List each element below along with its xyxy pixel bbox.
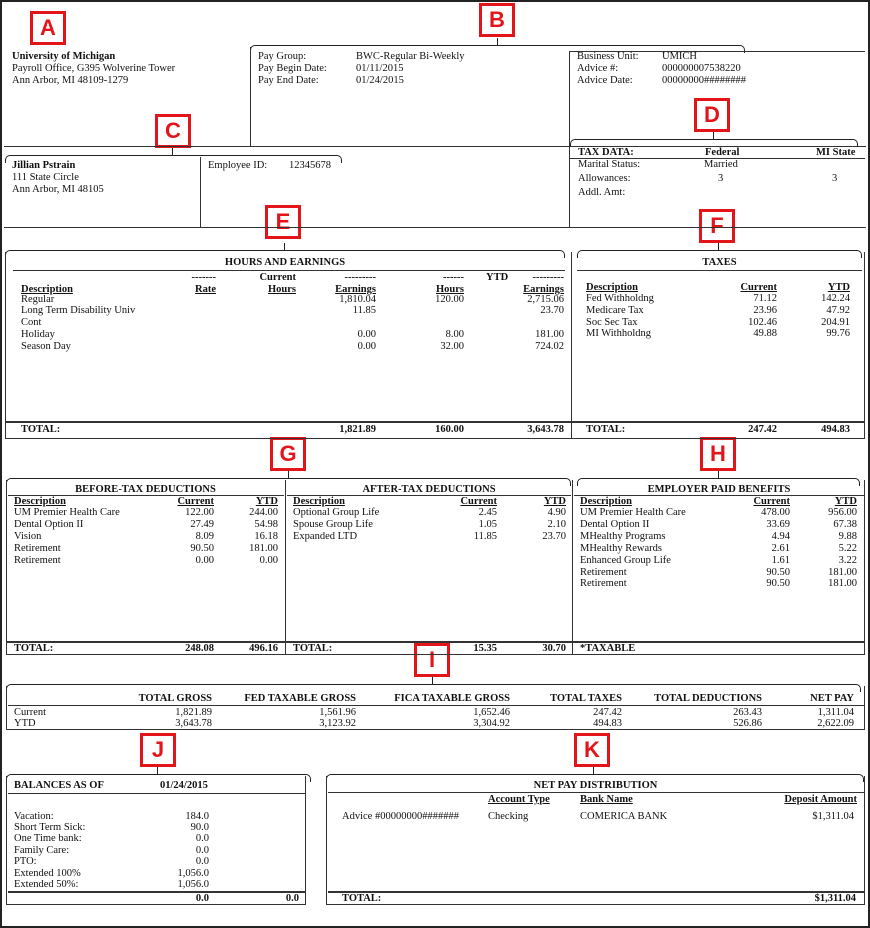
earnings-ytd: 181.00 <box>535 329 564 340</box>
deposit-bank-name: COMERICA BANK <box>580 811 668 822</box>
deduction-description: Vision <box>14 531 42 542</box>
summary-fed-taxable-gross: 1,561.96 <box>319 707 356 718</box>
benefit-description: Retirement <box>580 567 627 578</box>
summary-row-label: Current <box>14 707 47 718</box>
divider <box>569 146 570 227</box>
deposit-advice-number: Advice #00000000####### <box>342 811 459 822</box>
brace-g-tip <box>288 471 289 478</box>
column-header-ytd: YTD <box>834 496 857 507</box>
taxes-panel <box>571 252 865 439</box>
brace-d-tip <box>713 132 714 139</box>
employer-address-2: Ann Arbor, MI 48109-1279 <box>12 75 129 86</box>
divider <box>569 52 570 146</box>
summary-total-taxes: 247.42 <box>593 707 622 718</box>
taxes-total-current: 247.42 <box>748 424 777 435</box>
deposit-amount: $1,311.04 <box>812 811 854 822</box>
earnings-ytd: 23.70 <box>540 305 564 316</box>
before-tax-title: BEFORE-TAX DEDUCTIONS <box>75 484 216 495</box>
employee-address-1: 111 State Circle <box>12 172 79 183</box>
benefit-description: Enhanced Group Life <box>580 555 671 566</box>
column-header-description: Description <box>580 496 632 507</box>
pay-begin-label: Pay Begin Date: <box>258 63 327 74</box>
before-tax-total-ytd: 496.16 <box>249 643 278 654</box>
summary-header-fica-taxable-gross: FICA TAXABLE GROSS <box>394 693 510 704</box>
earnings-ytd: 2,715.06 <box>527 294 564 305</box>
employee-id-label: Employee ID: <box>208 160 268 171</box>
divider <box>285 480 286 655</box>
earnings-ytd: 724.02 <box>535 341 564 352</box>
brace-k-tip <box>593 767 594 774</box>
deduction-description: Retirement <box>14 555 61 566</box>
earnings-ytd-hours: 120.00 <box>435 294 464 305</box>
hours-earnings-title: HOURS AND EARNINGS <box>224 257 346 268</box>
earnings-total-ytd: 3,643.78 <box>527 424 564 435</box>
tax-data-title: TAX DATA: <box>578 147 634 158</box>
advice-date-value: 00000000######## <box>662 75 746 86</box>
column-header-rate: Rate <box>195 284 216 295</box>
balance-value: 184.0 <box>185 811 209 822</box>
column-header-earnings: Earnings <box>335 284 376 295</box>
summary-total-deductions: 263.43 <box>733 707 762 718</box>
tax-data-state-header: MI State <box>816 147 856 158</box>
balance-value: 90.0 <box>190 822 209 833</box>
summary-total-gross: 3,643.78 <box>175 718 212 729</box>
marker-b: B <box>479 3 515 37</box>
column-header-ytd-hours: Hours <box>435 284 464 295</box>
employee-name: Jillian Pstrain <box>12 160 76 171</box>
benefit-ytd: 5.22 <box>838 543 857 554</box>
deduction-ytd: 0.00 <box>259 555 278 566</box>
column-header-current: Current <box>753 496 790 507</box>
tax-description: Fed Withholdng <box>586 293 654 304</box>
after-tax-total-ytd: 30.70 <box>542 643 566 654</box>
tax-ytd: 142.24 <box>821 293 850 304</box>
divider <box>577 270 862 271</box>
column-header-ytd: YTD <box>543 496 566 507</box>
balances-total-2: 0.0 <box>285 893 299 904</box>
summary-total-gross: 1,821.89 <box>175 707 212 718</box>
benefit-ytd: 3.22 <box>838 555 857 566</box>
brace-c-tip <box>172 148 173 155</box>
column-header-hours: Hours <box>267 284 296 295</box>
summary-header-total-gross: TOTAL GROSS <box>138 693 212 704</box>
summary-header-net-pay: NET PAY <box>810 693 854 704</box>
marital-status-federal: Married <box>704 159 738 170</box>
brace-j-tip <box>157 767 158 774</box>
divider <box>8 793 305 794</box>
deduction-current: 11.85 <box>473 531 497 542</box>
marker-a: A <box>30 11 66 45</box>
benefit-current: 90.50 <box>766 567 790 578</box>
deduction-current: 0.00 <box>195 555 214 566</box>
tax-description: MI Withholdng <box>586 328 652 339</box>
earnings-header-dashes: --------- <box>344 272 376 283</box>
earnings-total-current: 1,821.89 <box>339 424 376 435</box>
summary-header-fed-taxable-gross: FED TAXABLE GROSS <box>244 693 356 704</box>
advice-number-value: 000000007538220 <box>662 63 741 74</box>
deductions-panel <box>6 480 865 655</box>
net-pay-total-label: TOTAL: <box>342 893 382 904</box>
balance-value: 1,056.0 <box>177 868 209 879</box>
deduction-current: 90.50 <box>190 543 214 554</box>
pay-group-label: Pay Group: <box>258 51 307 62</box>
brace-f-tip <box>718 243 719 250</box>
benefit-description: Dental Option II <box>580 519 650 530</box>
benefit-description: UM Premier Health Care <box>580 507 686 518</box>
balances-date: 01/24/2015 <box>160 780 208 791</box>
divider <box>8 705 864 706</box>
column-header-ytd-earnings: Earnings <box>523 284 564 295</box>
divider <box>4 227 866 228</box>
deduction-current: 2.45 <box>478 507 497 518</box>
marker-f: F <box>699 209 735 243</box>
deduction-description: Retirement <box>14 543 61 554</box>
allowances-state: 3 <box>832 173 838 184</box>
deduction-current: 27.49 <box>190 519 214 530</box>
after-tax-total-current: 15.35 <box>473 643 497 654</box>
divider <box>572 480 573 655</box>
tax-current: 102.46 <box>748 317 777 328</box>
marker-c: C <box>155 114 191 148</box>
balance-value: 0.0 <box>195 845 209 856</box>
deduction-ytd: 16.18 <box>254 531 278 542</box>
summary-net-pay: 2,622.09 <box>817 718 854 729</box>
earnings-description: Cont <box>21 317 42 328</box>
benefit-ytd: 956.00 <box>828 507 857 518</box>
balances-title: BALANCES AS OF <box>14 780 104 791</box>
before-tax-total-label: TOTAL: <box>14 643 54 654</box>
marker-d: D <box>694 98 730 132</box>
divider <box>328 792 864 793</box>
summary-header-total-taxes: TOTAL TAXES <box>550 693 622 704</box>
allowances-label: Allowances: <box>578 173 631 184</box>
deduction-ytd: 54.98 <box>254 519 278 530</box>
benefit-ytd: 181.00 <box>828 567 857 578</box>
benefit-description: MHealthy Programs <box>580 531 666 542</box>
divider <box>250 47 251 146</box>
benefit-ytd: 67.38 <box>833 519 857 530</box>
tax-ytd: 204.91 <box>821 317 850 328</box>
marker-k: K <box>574 733 610 767</box>
divider <box>13 270 565 271</box>
balance-label: Family Care: <box>14 845 70 856</box>
brace-e-tip <box>284 243 285 250</box>
tax-description: Soc Sec Tax <box>586 317 638 328</box>
balance-label: PTO: <box>14 856 37 867</box>
benefit-current: 4.94 <box>771 531 790 542</box>
balance-label: Extended 50%: <box>14 879 79 890</box>
column-header-deposit-amount: Deposit Amount <box>784 794 857 805</box>
benefit-current: 478.00 <box>761 507 790 518</box>
column-header-description: Description <box>293 496 345 507</box>
column-header-ytd: YTD <box>827 282 850 293</box>
benefit-ytd: 181.00 <box>828 578 857 589</box>
marker-e: E <box>265 205 301 239</box>
brace-h-tip <box>718 471 719 478</box>
business-unit-label: Business Unit: <box>577 51 639 62</box>
summary-total-deductions: 526.86 <box>733 718 762 729</box>
employer-address-1: Payroll Office, G395 Wolverine Tower <box>12 63 176 74</box>
earnings-ytd-hours: 32.00 <box>440 341 464 352</box>
summary-fica-taxable-gross: 1,652.46 <box>473 707 510 718</box>
earnings-description: Regular <box>21 294 55 305</box>
deduction-ytd: 181.00 <box>249 543 278 554</box>
benefit-current: 90.50 <box>766 578 790 589</box>
deduction-description: UM Premier Health Care <box>14 507 120 518</box>
tax-ytd: 99.76 <box>826 328 850 339</box>
brace-b-tip <box>497 38 498 45</box>
business-unit-value: UMICH <box>662 51 698 62</box>
earnings-total-ytd-hours: 160.00 <box>435 424 464 435</box>
benefit-current: 1.61 <box>771 555 790 566</box>
employer-benefits-title: EMPLOYER PAID BENEFITS <box>647 484 791 495</box>
summary-fica-taxable-gross: 3,304.92 <box>473 718 510 729</box>
marker-j: J <box>140 733 176 767</box>
benefit-current: 33.69 <box>766 519 790 530</box>
rate-header-dashes: ------- <box>191 272 216 283</box>
column-header-bank-name: Bank Name <box>580 794 633 805</box>
deduction-ytd: 4.90 <box>547 507 566 518</box>
marker-i: I <box>414 643 450 677</box>
current-header: Current <box>259 272 296 283</box>
taxes-title: TAXES <box>702 257 737 268</box>
pay-end-label: Pay End Date: <box>258 75 319 86</box>
summary-fed-taxable-gross: 3,123.92 <box>319 718 356 729</box>
deduction-ytd: 23.70 <box>542 531 566 542</box>
ytd-hours-header-dashes: ------ <box>443 272 464 283</box>
deduction-description: Optional Group Life <box>293 507 380 518</box>
additional-amount-label: Addl. Amt: <box>578 187 626 198</box>
earnings-ytd-hours: 8.00 <box>445 329 464 340</box>
column-header-account-type: Account Type <box>488 794 550 805</box>
benefit-current: 2.61 <box>771 543 790 554</box>
summary-total-taxes: 494.83 <box>593 718 622 729</box>
ytd-earnings-header-dashes: --------- <box>532 272 564 283</box>
earnings-current: 0.00 <box>357 329 376 340</box>
pay-group-value: BWC-Regular Bi-Weekly <box>356 51 465 62</box>
allowances-federal: 3 <box>718 173 724 184</box>
pay-end-value: 01/24/2015 <box>356 75 404 86</box>
deduction-ytd: 244.00 <box>249 507 278 518</box>
net-pay-distribution-title: NET PAY DISTRIBUTION <box>533 780 658 791</box>
tax-description: Medicare Tax <box>586 305 644 316</box>
summary-net-pay: 1,311.04 <box>817 707 854 718</box>
earnings-current: 1,810.04 <box>339 294 376 305</box>
summary-row-label: YTD <box>14 718 36 729</box>
earnings-description: Holiday <box>21 329 55 340</box>
column-header-current: Current <box>460 496 497 507</box>
column-header-current: Current <box>740 282 777 293</box>
deduction-ytd: 2.10 <box>547 519 566 530</box>
deduction-current: 8.09 <box>195 531 214 542</box>
taxable-footnote: *TAXABLE <box>580 643 636 654</box>
column-header-description: Description <box>21 284 73 295</box>
advice-date-label: Advice Date: <box>577 75 633 86</box>
deduction-current: 1.05 <box>478 519 497 530</box>
pay-begin-value: 01/11/2015 <box>356 63 404 74</box>
balance-value: 0.0 <box>195 833 209 844</box>
tax-data-federal-header: Federal <box>705 147 740 158</box>
balance-label: One Time bank: <box>14 833 82 844</box>
employee-address-2: Ann Arbor, MI 48105 <box>12 184 104 195</box>
deposit-account-type: Checking <box>488 811 529 822</box>
benefit-description: Retirement <box>580 578 627 589</box>
column-header-current: Current <box>177 496 214 507</box>
deduction-description: Spouse Group Life <box>293 519 373 530</box>
net-pay-total-amount: $1,311.04 <box>814 893 856 904</box>
earnings-description: Long Term Disability Univ <box>21 305 136 316</box>
earnings-current: 11.85 <box>352 305 376 316</box>
column-header-description: Description <box>586 282 638 293</box>
marker-g: G <box>270 437 306 471</box>
brace-d <box>570 139 858 147</box>
marker-h: H <box>700 437 736 471</box>
earnings-current: 0.00 <box>357 341 376 352</box>
earnings-total-label: TOTAL: <box>21 424 61 435</box>
deduction-current: 122.00 <box>185 507 214 518</box>
balance-value: 1,056.0 <box>177 879 209 890</box>
balance-label: Vacation: <box>14 811 54 822</box>
tax-current: 49.88 <box>753 328 777 339</box>
employer-name: University of Michigan <box>12 51 116 62</box>
after-tax-title: AFTER-TAX DEDUCTIONS <box>362 484 496 495</box>
divider <box>6 641 865 643</box>
summary-header-total-deductions: TOTAL DEDUCTIONS <box>654 693 762 704</box>
tax-current: 23.96 <box>753 305 777 316</box>
marital-status-label: Marital Status: <box>578 159 641 170</box>
balance-label: Extended 100% <box>14 868 81 879</box>
before-tax-total-current: 248.08 <box>185 643 214 654</box>
deduction-description: Dental Option II <box>14 519 84 530</box>
balance-label: Short Term Sick: <box>14 822 86 833</box>
earnings-description: Season Day <box>21 341 71 352</box>
taxes-total-label: TOTAL: <box>586 424 626 435</box>
divider <box>200 157 201 227</box>
tax-ytd: 47.92 <box>826 305 850 316</box>
taxes-total-ytd: 494.83 <box>821 424 850 435</box>
brace-i-tip <box>432 677 433 684</box>
column-header-ytd: YTD <box>255 496 278 507</box>
benefit-ytd: 9.88 <box>838 531 857 542</box>
balances-total-1: 0.0 <box>195 893 209 904</box>
column-header-description: Description <box>14 496 66 507</box>
benefit-description: MHealthy Rewards <box>580 543 662 554</box>
advice-number-label: Advice #: <box>577 63 619 74</box>
ytd-header: YTD <box>486 272 509 283</box>
balance-value: 0.0 <box>195 856 209 867</box>
employee-id-value: 12345678 <box>289 160 331 171</box>
deduction-description: Expanded LTD <box>293 531 358 542</box>
tax-current: 71.12 <box>753 293 777 304</box>
after-tax-total-label: TOTAL: <box>293 643 333 654</box>
